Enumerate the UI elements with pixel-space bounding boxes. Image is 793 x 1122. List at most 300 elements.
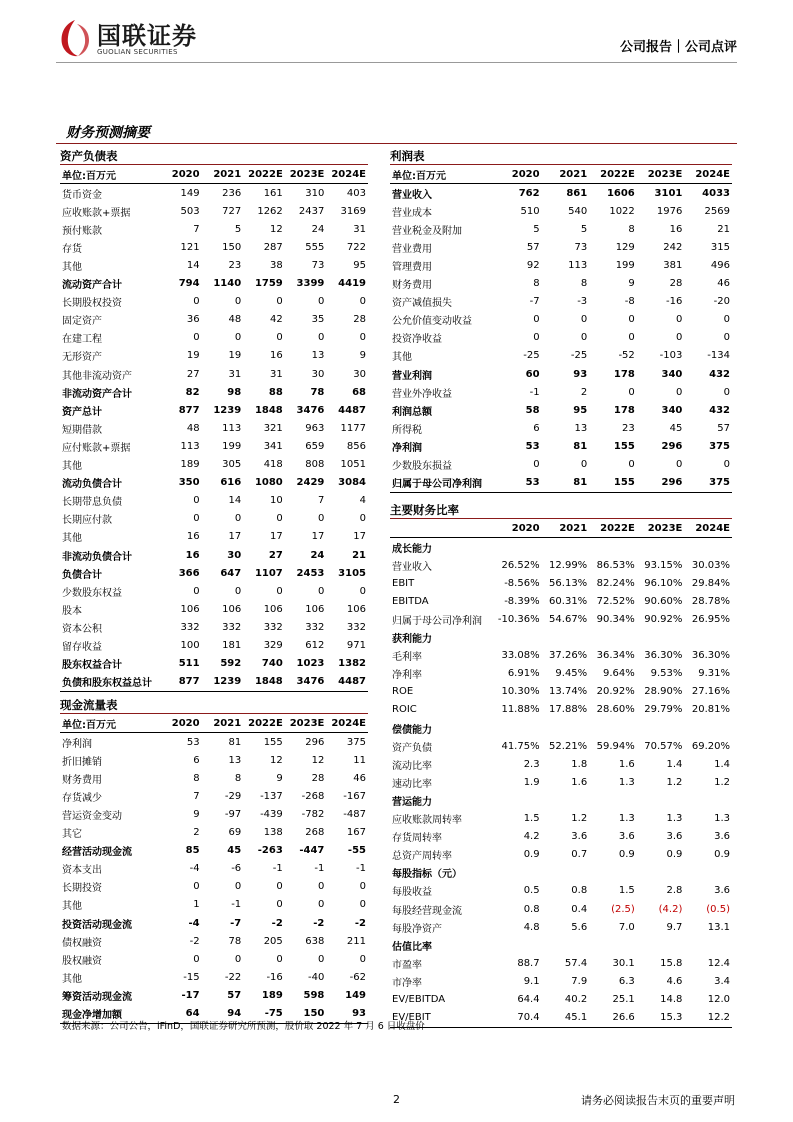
row-label: 非流动资产合计 [62,388,132,400]
cell-value: 0.9 [618,849,635,861]
cell-value: 73 [574,241,588,253]
section-row [390,719,732,737]
cell-value [684,538,732,557]
table-row [390,275,732,293]
cell-value: 877 [160,673,202,692]
cell-value: 1.3 [714,813,730,825]
cell-value: 38 [270,260,283,272]
cell-value: 6.3 [618,975,635,987]
cell-value: 340 [661,404,683,416]
cell-value: -3 [577,296,588,308]
cell-value: 1.4 [666,758,683,770]
cell-value: 3.6 [571,831,588,843]
cell-value: 69 [228,827,242,839]
cell-value: 0 [193,881,200,893]
table-row [60,582,368,600]
cell-value: 167 [346,827,366,839]
cell-value: 4419 [338,278,366,290]
table-row [60,474,368,492]
cell-value: 0 [533,314,540,326]
cell-value: 150 [285,1005,327,1024]
row-label: 长期投资 [62,883,102,895]
table-row [390,882,732,900]
cell-value: 0 [580,314,588,326]
table-row [60,636,368,654]
cell-value: 0 [723,332,730,344]
cell-value: 11 [353,754,366,766]
balance-sheet-title: 资产负债表 [60,148,368,165]
cell-value: 106 [263,603,283,615]
cell-value: 0.4 [571,903,588,915]
row-label: 营业费用 [392,243,432,255]
year-header: 2021 [202,714,244,733]
cell-value: 57 [717,422,730,434]
cell-value: 0 [276,585,283,597]
cell-value: 90.92% [644,614,683,626]
cell-value: 3.4 [714,975,730,987]
cell-value: 0 [276,513,283,525]
table-row [390,1009,732,1028]
cell-value: -10.36% [497,614,540,626]
row-label: 市净率 [392,977,422,989]
cell-value: 0 [193,953,200,965]
cell-value: 4.8 [523,921,540,933]
cell-value: 598 [303,989,325,1001]
cell-value: 332 [180,621,200,633]
table-header-row [390,519,732,538]
cell-value: 4487 [338,404,366,416]
cell-value: 350 [178,477,200,489]
cell-value: 321 [263,422,283,434]
cell-value: 0 [533,459,540,471]
cell-value: 808 [305,459,325,471]
cell-value: 511 [178,658,200,670]
cell-value: 1.5 [523,813,540,825]
table-row [390,184,732,203]
row-label: 存货 [62,243,82,255]
cell-value: -97 [224,809,242,821]
table-row [390,900,732,918]
table-row [60,329,368,347]
cell-value: 0 [234,953,242,965]
cell-value: 3105 [338,567,366,579]
row-label: 负债和股东权益总计 [60,673,160,692]
row-label: 净利润 [392,442,422,454]
cell-value: 4.2 [523,831,540,843]
cell-value: 1382 [338,658,366,670]
row-label: 其他 [62,461,82,473]
row-label: ROIC [392,704,417,716]
cell-value: -268 [301,790,325,802]
cell-value: 31 [353,223,366,235]
cell-value: 0 [318,296,325,308]
cell-value: 45.1 [542,1009,590,1028]
year-header: 2020 [494,519,542,538]
cell-value: -167 [343,790,366,802]
row-label: 货币资金 [62,189,102,201]
cell-value: -134 [707,350,730,362]
row-label: 每股经营现金流 [392,905,462,917]
cell-value: -137 [260,790,283,802]
cell-value: 16 [669,223,683,235]
row-label: 其他 [62,262,82,274]
cell-value: 3.6 [714,831,730,843]
cell-value: 329 [263,639,283,651]
cell-value: -8.56% [504,577,540,589]
cell-value: 9 [628,278,635,290]
cell-value: 0 [676,386,683,398]
row-label: 资产减值损失 [392,298,452,310]
row-label: 其他 [392,352,412,364]
cell-value: 88 [268,386,283,398]
cell-value: -16 [666,296,683,308]
row-label: 估值比率 [392,941,432,953]
row-label: 其他 [62,973,82,985]
cell-value: 35 [311,314,325,326]
cell-value: 68 [352,386,366,398]
table-row [390,810,732,828]
cell-value: 332 [222,621,242,633]
cell-value: 762 [518,187,540,199]
cell-value: 9 [359,350,366,362]
row-label: 投资净收益 [392,334,442,346]
cell-value: 11.88% [501,704,540,716]
cell-value: 16 [185,549,200,561]
cell-value: 16 [270,350,283,362]
row-label: 经营活动现金流 [62,847,132,859]
cell-value: 69.20% [691,740,730,752]
cell-value: 1080 [254,477,283,489]
cell-value: 7.0 [618,921,635,933]
table-row [390,329,732,347]
cell-value: 96.10% [644,577,683,589]
cell-value: 36.34% [596,650,635,662]
cell-value: 9.53% [650,668,683,680]
section-title: 财务预测摘要 [66,125,150,141]
cell-value: 14 [228,495,242,507]
cell-value: 503 [180,205,200,217]
cell-value: 72.52% [596,595,635,607]
cell-value: 242 [663,241,683,253]
cell-value: 9 [276,772,283,784]
table-row [60,528,368,546]
cell-value: 19 [186,350,200,362]
row-label: 毛利率 [392,652,422,664]
cell-value: 53 [186,736,200,748]
table-row [390,972,732,990]
cell-value: 1140 [213,278,242,290]
row-label: 营业收入 [392,561,432,573]
logo-text-cn: 国联证券 [97,22,197,50]
year-header: 2022E [589,165,637,184]
table-row [390,683,732,701]
cell-value: 26.6 [589,1009,637,1028]
cell-value: 100 [180,639,200,651]
row-label: 总资产周转率 [392,851,452,863]
cell-value: 106 [305,603,325,615]
cell-value: -8 [624,296,635,308]
table-row [60,860,368,878]
cell-value: 13.1 [707,921,730,933]
cell-value: -22 [224,971,242,983]
cell-value: 2.8 [666,885,683,897]
table-row [390,755,732,773]
cell-value: 3.6 [618,831,635,843]
cash-flow-table [60,714,368,1024]
cell-value: 41.75% [501,740,540,752]
cell-value: -4 [188,917,200,929]
year-header: 2023E [637,519,685,538]
cell-value: 113 [180,440,200,452]
cell-value: 0 [193,296,200,308]
cell-value: -8.39% [504,595,540,607]
cell-value: 189 [261,989,283,1001]
table-row [390,437,732,455]
row-label: 每股净资产 [392,923,442,935]
cell-value: 1.6 [571,776,588,788]
cell-value: 0 [676,332,683,344]
table-row [60,510,368,528]
cell-value: 93 [326,1005,368,1024]
cell-value: 30 [353,368,366,380]
row-label: 每股收益 [392,887,432,899]
table-row [60,751,368,769]
year-header: 2024E [326,165,368,184]
cell-value: 1.3 [666,813,683,825]
cell-value: 10.30% [501,686,540,698]
company-logo [56,16,216,62]
cell-value: 56.13% [549,577,588,589]
cell-value: 0 [276,899,283,911]
cell-value: 375 [684,474,732,493]
table-row [390,828,732,846]
cell-value: 9.31% [698,668,730,680]
cell-value: 94 [202,1005,244,1024]
cell-value: 30 [311,368,325,380]
unit-label: 单位:百万元 [60,714,160,733]
row-label: 应收账款周转率 [392,815,462,827]
cell-value: 106 [180,603,200,615]
cell-value: 70.4 [494,1009,542,1028]
section-row [390,629,732,647]
cell-value: 3169 [340,205,366,217]
cell-value: 46 [717,278,730,290]
cell-value [684,864,732,882]
cell-value: 1051 [340,459,366,471]
row-label: 净利润 [62,738,92,750]
table-row [390,401,732,419]
section-row [390,864,732,882]
table-row [60,419,368,437]
cell-value: 30.1 [612,957,635,969]
row-label: 营业成本 [392,207,432,219]
cell-value: 0 [318,513,325,525]
cell-value: -263 [257,845,283,857]
cell-value: 1.9 [523,776,540,788]
cell-value: 90.34% [596,614,635,626]
table-row [390,419,732,437]
cell-value: 0 [533,332,540,344]
cell-value: -4 [189,863,200,875]
cell-value: 23 [622,422,635,434]
year-header: 2020 [160,714,202,733]
year-header: 2020 [160,165,202,184]
row-label: 成长能力 [392,543,432,555]
row-label: 所得税 [392,424,422,436]
table-row [60,184,368,203]
cell-value [589,629,637,647]
cell-value: 0 [318,953,325,965]
cell-value: 73 [311,260,325,272]
cell-value [637,629,685,647]
cell-value [542,936,590,954]
cell-value [684,629,732,647]
cell-value: 0 [676,459,683,471]
cell-value: 287 [263,241,283,253]
cell-value: 296 [661,440,683,452]
cell-value: 727 [222,205,242,217]
cell-value [684,791,732,809]
row-label: 其它 [62,829,82,841]
table-row [390,918,732,936]
cell-value: 375 [346,736,366,748]
cell-value: 82.24% [596,577,635,589]
cell-value: 95 [573,404,588,416]
cell-value: 1848 [243,673,285,692]
cell-value: 12.99% [549,559,588,571]
row-label: 偿债能力 [392,724,432,736]
cell-value: 9.45% [555,668,588,680]
row-label: 营业外净收益 [392,388,452,400]
cell-value [542,864,590,882]
section-row [390,538,732,557]
table-row [390,610,732,628]
cell-value: 0 [628,459,635,471]
cell-value: 1022 [609,205,635,217]
cell-value: 341 [263,440,283,452]
cell-value: 25.1 [612,993,635,1005]
cell-value: 26.52% [501,559,540,571]
logo-text-en: GUOLIAN SECURITIES [97,48,178,56]
cell-value: 0 [234,332,242,344]
cell-value: 0 [193,495,200,507]
cell-value: 0 [318,881,325,893]
cell-value: 0 [359,332,366,344]
row-label: 速动比率 [392,778,432,790]
section-divider [56,143,737,144]
cell-value: 268 [305,827,325,839]
row-label: 现金净增加额 [60,1005,160,1024]
cell-value: 149 [180,187,200,199]
cell-value: -1 [529,386,540,398]
row-label: EBITDA [392,595,429,607]
cell-value: 0 [276,953,283,965]
cell-value: 37.26% [549,650,588,662]
cell-value: 877 [178,404,200,416]
cell-value: -487 [343,809,366,821]
cell-value: -20 [713,296,730,308]
cell-value: 70.57% [644,740,683,752]
row-label: 市盈率 [392,959,422,971]
cell-value [637,538,685,557]
cell-value: -15 [183,971,200,983]
cell-value [589,936,637,954]
row-label: 营运能力 [392,796,432,808]
cell-value: 340 [661,368,683,380]
cell-value: 638 [305,935,325,947]
cell-value: 0 [359,881,366,893]
cell-value: 93 [573,368,588,380]
cell-value: 0.9 [523,849,540,861]
cell-value: 0.7 [571,849,588,861]
cell-value: 861 [566,187,588,199]
cell-value: 4033 [702,187,730,199]
table-header-row [60,714,368,733]
cash-flow-statement [60,697,368,1024]
row-label: EV/EBITDA [392,993,446,1005]
cell-value: 0 [234,513,242,525]
cell-value: 9.7 [666,921,683,933]
cell-value: 28.60% [596,704,635,716]
table-row [390,456,732,474]
cell-value: 381 [663,260,683,272]
cell-value: 27 [186,368,200,380]
cell-value: (0.5) [706,903,730,915]
row-label: 每股指标（元） [392,869,462,881]
cell-value: 78 [228,935,242,947]
cell-value: 17 [311,531,325,543]
table-row [60,311,368,329]
cell-value [684,936,732,954]
table-row [390,238,732,256]
cell-value: 27.16% [691,686,730,698]
row-label: 净利率 [392,670,422,682]
table-header-row [390,165,732,184]
report-type: 公司报告｜公司点评 [619,40,737,55]
cell-value: 28.78% [691,595,730,607]
cell-value: 31 [228,368,242,380]
cell-value: 375 [709,440,730,452]
cell-value: 150 [222,241,242,253]
cell-value: 8 [533,278,540,290]
cell-value: 13.74% [549,686,588,698]
table-row [390,311,732,329]
table-row [60,914,368,932]
cell-value: -17 [181,989,200,1001]
row-label: 存货减少 [62,792,102,804]
table-row [60,546,368,564]
cell-value: 28.90% [644,686,683,698]
cell-value: 155 [589,474,637,493]
year-header: 2024E [326,714,368,733]
cell-value: 106 [346,603,366,615]
cell-value: 0 [723,386,730,398]
cell-value: -1 [272,863,283,875]
cell-value: 332 [305,621,325,633]
cell-value: 6 [533,422,540,434]
year-header: 2022E [243,165,285,184]
cell-value: 31 [270,368,283,380]
row-label: 在建工程 [62,334,102,346]
cell-value: 3084 [338,477,366,489]
cell-value: 305 [222,459,242,471]
row-label: 股本 [62,605,82,617]
cell-value: 1239 [213,404,242,416]
section-row [390,936,732,954]
cell-value: 17 [353,531,366,543]
cell-value: 81 [228,736,242,748]
year-header: 2021 [202,165,244,184]
